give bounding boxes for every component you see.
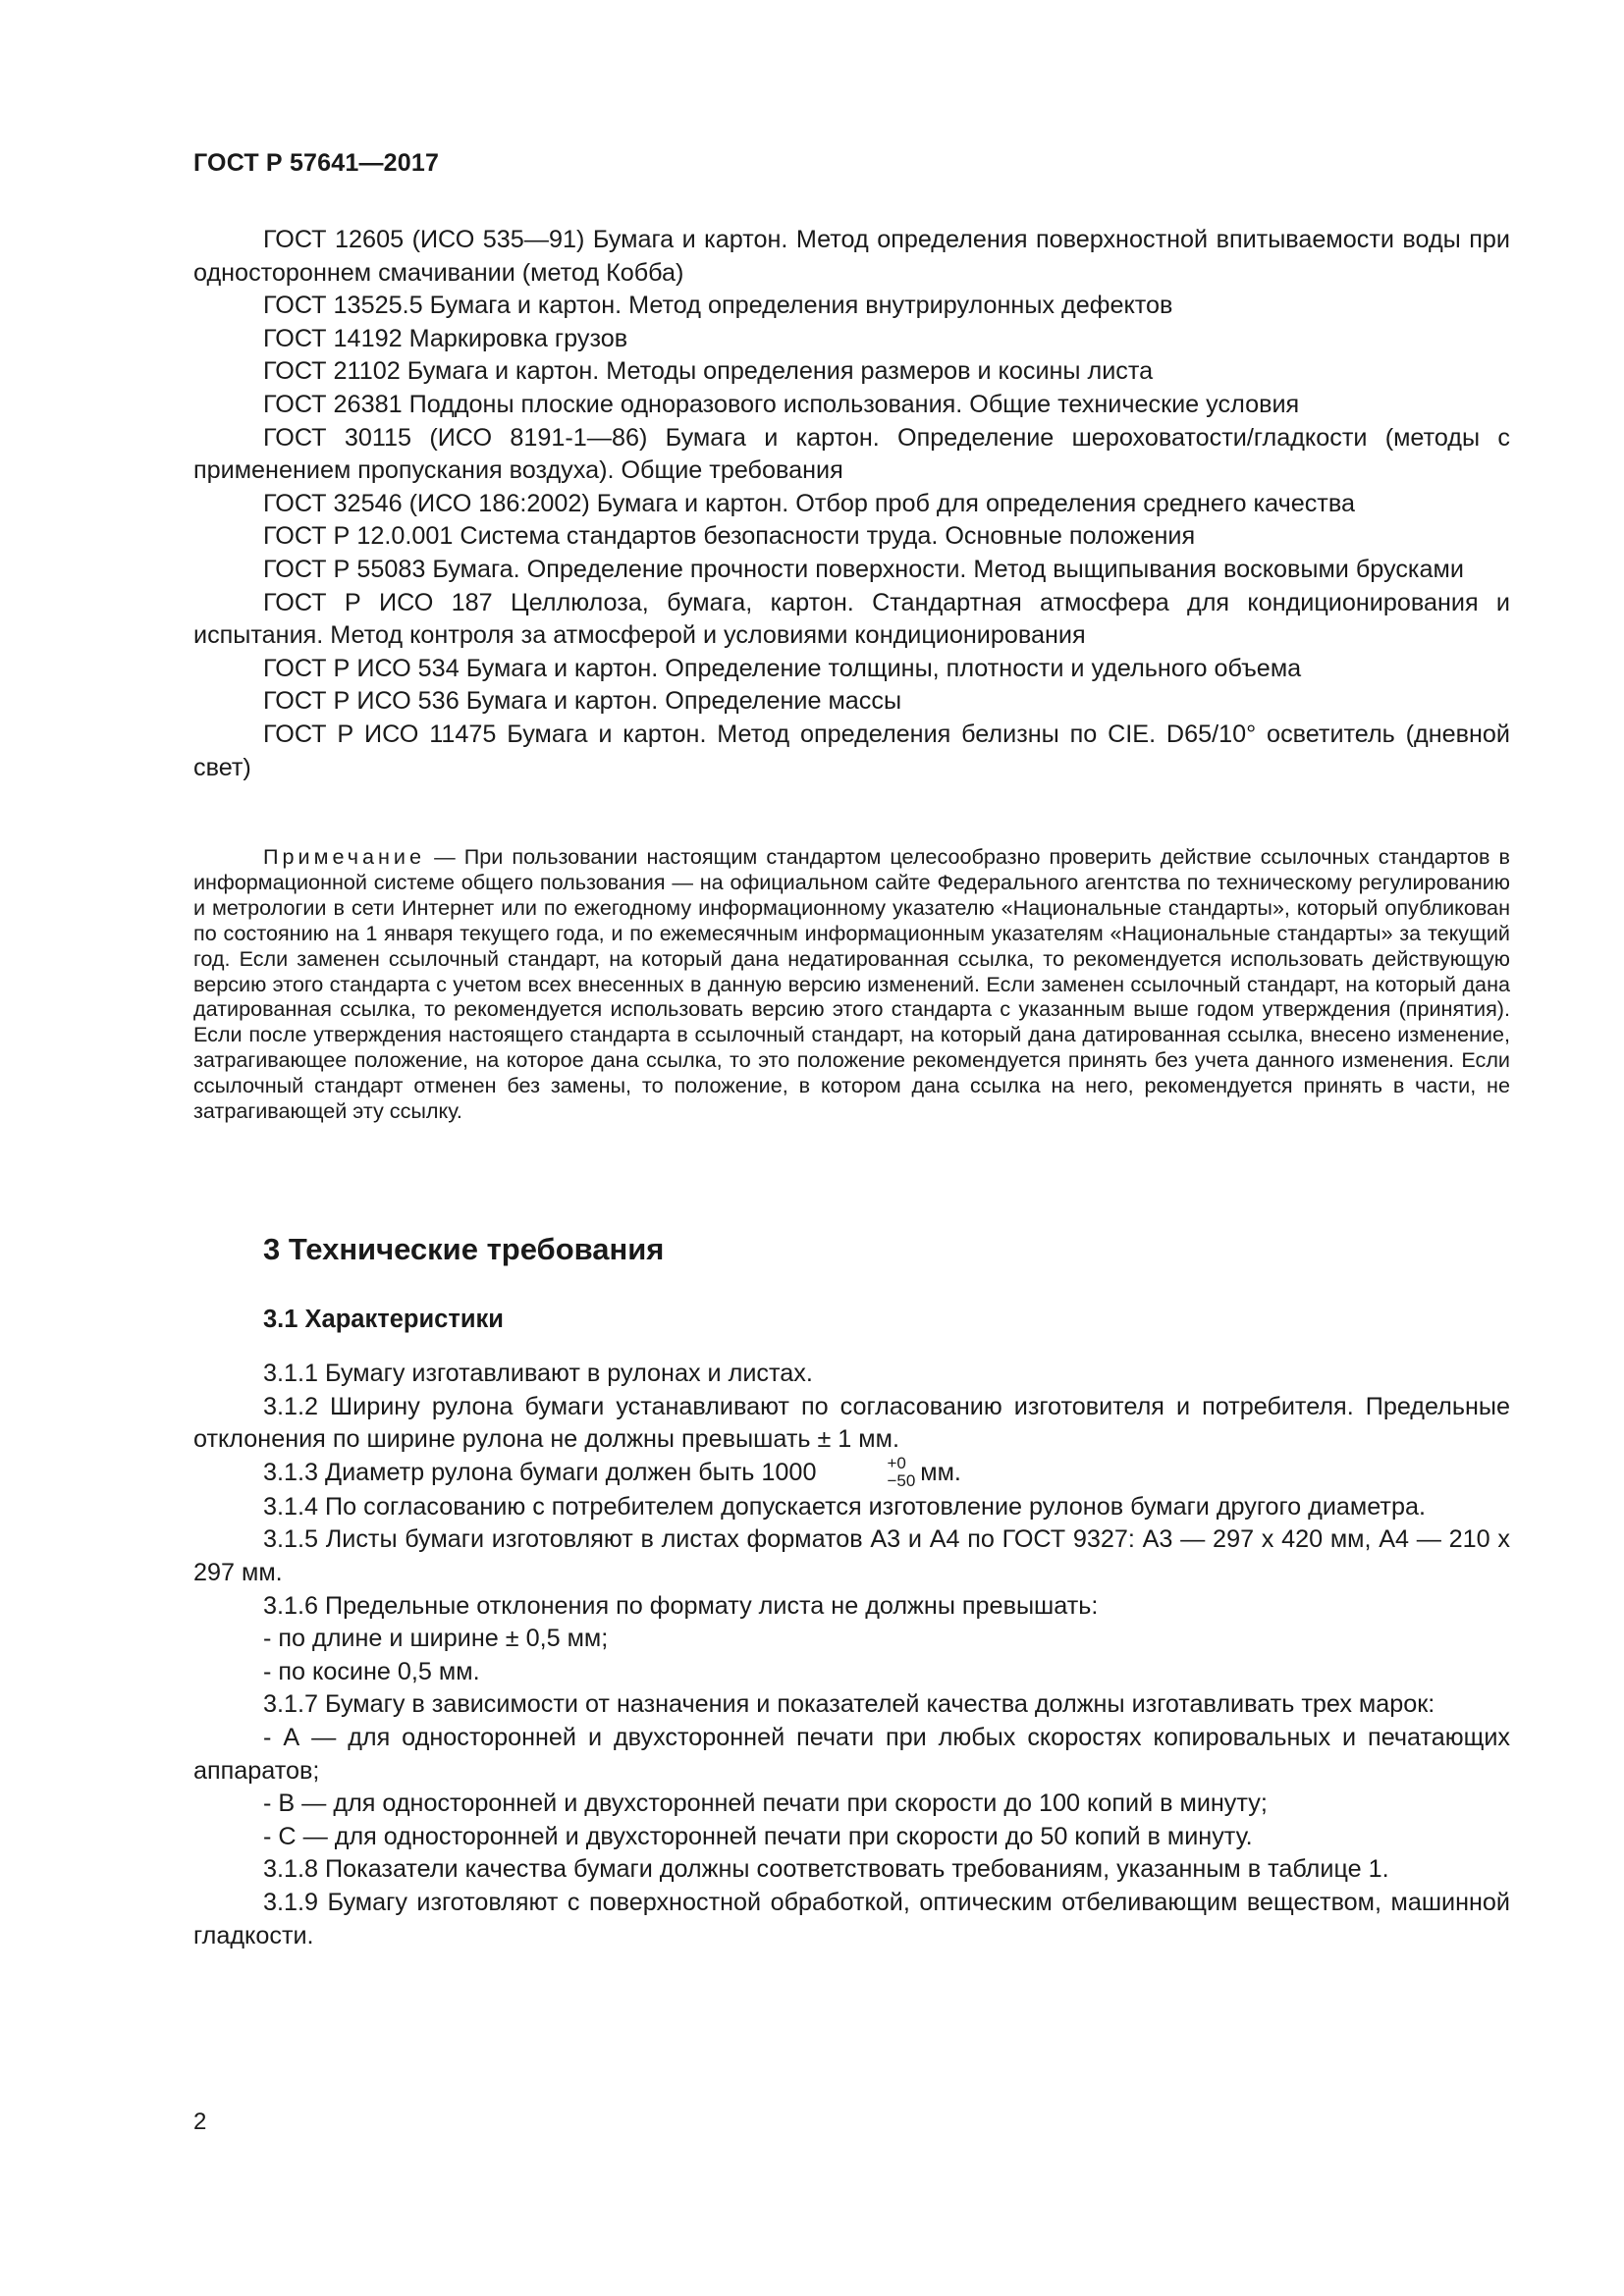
requirement-paragraph: 3.1.5 Листы бумаги изготовляют в листах форматов А3 и А4 по ГОСТ 9327: А3 — 297 х 420 мм, А4 — 210 х 297 мм.: [193, 1525, 1510, 1586]
subsection-title: 3.1 Характеристики: [263, 1306, 504, 1333]
reference-item: ГОСТ 26381 Поддоны плоские одноразового использования. Общие технические условия: [263, 390, 1300, 418]
requirement-paragraph: 3.1.6 Предельные отклонения по формату листа не должны превышать:: [263, 1591, 1099, 1620]
requirement-paragraph: 3.1.1 Бумагу изготавливают в рулонах и листах.: [263, 1360, 813, 1387]
reference-item: ГОСТ 13525.5 Бумага и картон. Метод определения внутрирулонных дефектов: [263, 292, 1173, 320]
requirement-paragraph: 3.1.7 Бумагу в зависимости от назначения и показателей качества должны изготавливать трех марок:: [263, 1690, 1435, 1719]
note-label: Примечание: [263, 844, 425, 869]
tolerance-upper: +0: [887, 1453, 906, 1472]
requirement-list-item: - по длине и ширине ± 0,5 мм;: [263, 1625, 609, 1653]
reference-item: ГОСТ 14192 Маркировка грузов: [263, 324, 628, 352]
reference-item: ГОСТ 30115 (ИСО 8191-1—86) Бумага и картон. Определение шероховатости/гладкости (методы с применением пропускания воздуха). Общие требования: [193, 423, 1510, 485]
reference-item: ГОСТ Р ИСО 534 Бумага и картон. Определение толщины, плотности и удельного объема: [263, 654, 1302, 682]
requirement-paragraph: 3.1.4 По согласованию с потребителем допускается изготовление рулонов бумаги другого диаметра.: [263, 1492, 1426, 1521]
requirement-paragraph: 3.1.8 Показатели качества бумаги должны соответствовать требованиям, указанным в таблице 1.: [263, 1855, 1389, 1884]
reference-item: ГОСТ Р ИСО 536 Бумага и картон. Определение массы: [263, 687, 902, 716]
requirement-paragraph-diameter: [193, 1453, 1510, 1491]
reference-item: ГОСТ Р 55083 Бумага. Определение прочности поверхности. Метод выщипывания восковыми брусками: [263, 555, 1464, 583]
normative-references: [193, 224, 1510, 784]
document-header: ГОСТ Р 57641—2017: [193, 149, 440, 177]
requirement-list-item: - С — для односторонней и двухсторонней печати при скорости до 50 копий в минуту.: [263, 1822, 1253, 1850]
diameter-tolerance: [817, 1455, 915, 1489]
reference-item: ГОСТ Р 12.0.001 Система стандартов безопасности труда. Основные положения: [263, 522, 1196, 551]
reference-item: ГОСТ Р ИСО 11475 Бумага и картон. Метод определения белизны по CIE. D65/10° осветитель (дневной свет): [193, 720, 1510, 781]
reference-item: ГОСТ 12605 (ИСО 535—91) Бумага и картон. Метод определения поверхностной впитываемости воды при одностороннем смачивании (метод Кобба): [193, 226, 1510, 287]
diameter-unit: мм.: [920, 1458, 961, 1486]
page-number: 2: [193, 2109, 207, 2135]
diameter-text: 3.1.3 Диаметр рулона бумаги должен быть 1000: [263, 1458, 817, 1486]
requirement-list-item: - В — для односторонней и двухсторонней печати при скорости до 100 копий в минуту;: [263, 1789, 1268, 1818]
requirement-paragraph: 3.1.2 Ширину рулона бумаги устанавливают по согласованию изготовителя и потребителя. Предельные отклонения по ширине рулона не должны превышать ± 1 мм.: [193, 1392, 1510, 1454]
reference-item: ГОСТ 21102 Бумага и картон. Методы определения размеров и косины листа: [263, 357, 1154, 386]
note-block: [193, 844, 1510, 1124]
section-title: 3 Технические требования: [263, 1232, 665, 1266]
tolerance-lower: −50: [887, 1470, 916, 1490]
reference-item: ГОСТ 32546 (ИСО 186:2002) Бумага и картон. Отбор проб для определения среднего качества: [263, 489, 1355, 517]
note-text: — При пользовании настоящим стандартом целесообразно проверить действие ссылочных стандартов в информационной системе общего пользования — на официальном сайте Федерального агентства по техническому регулированию и метрологии в сети Интернет или по ежегодному информационному указателю «Национальные стандарты», который опубликован по состоянию на 1 января текущего года, и по ежемесячным информационным указателям «Национальные стандарты» за текущий год. Если заменен ссылочный стандарт, на который дана недатированная ссылка, то рекомендуется использовать действующую версию этого стандарта с учетом всех внесенных в данную версию изменений. Если заменен ссылочный стандарт, на который дана датированная ссылка, то рекомендуется использовать версию этого стандарта с указанным выше годом утверждения (принятия). Если после утверждения настоящего стандарта в ссылочный стандарт, на который дана датированная ссылка, внесено изменение, затрагивающее положение, на которое дана ссылка, то это положение рекомендуется принять без учета данного изменения. Если ссылочный стандарт отменен без замены, то положение, в котором дана ссылка на него, рекомендуется принять в части, не затрагивающей эту ссылку.: [193, 844, 1510, 1124]
requirement-list-item: - А — для односторонней и двухсторонней печати при любых скоростях копировальных и печатающих аппаратов;: [193, 1723, 1510, 1785]
requirement-paragraph: 3.1.9 Бумагу изготовляют с поверхностной обработкой, оптическим отбеливающим веществом, машинной гладкости.: [193, 1888, 1510, 1949]
reference-item: ГОСТ Р ИСО 187 Целлюлоза, бумага, картон. Стандартная атмосфера для кондиционирования и испытания. Метод контроля за атмосферой и условиями кондиционирования: [193, 588, 1510, 650]
requirements-list: [193, 1358, 1510, 1952]
requirement-list-item: - по косине 0,5 мм.: [263, 1657, 480, 1685]
